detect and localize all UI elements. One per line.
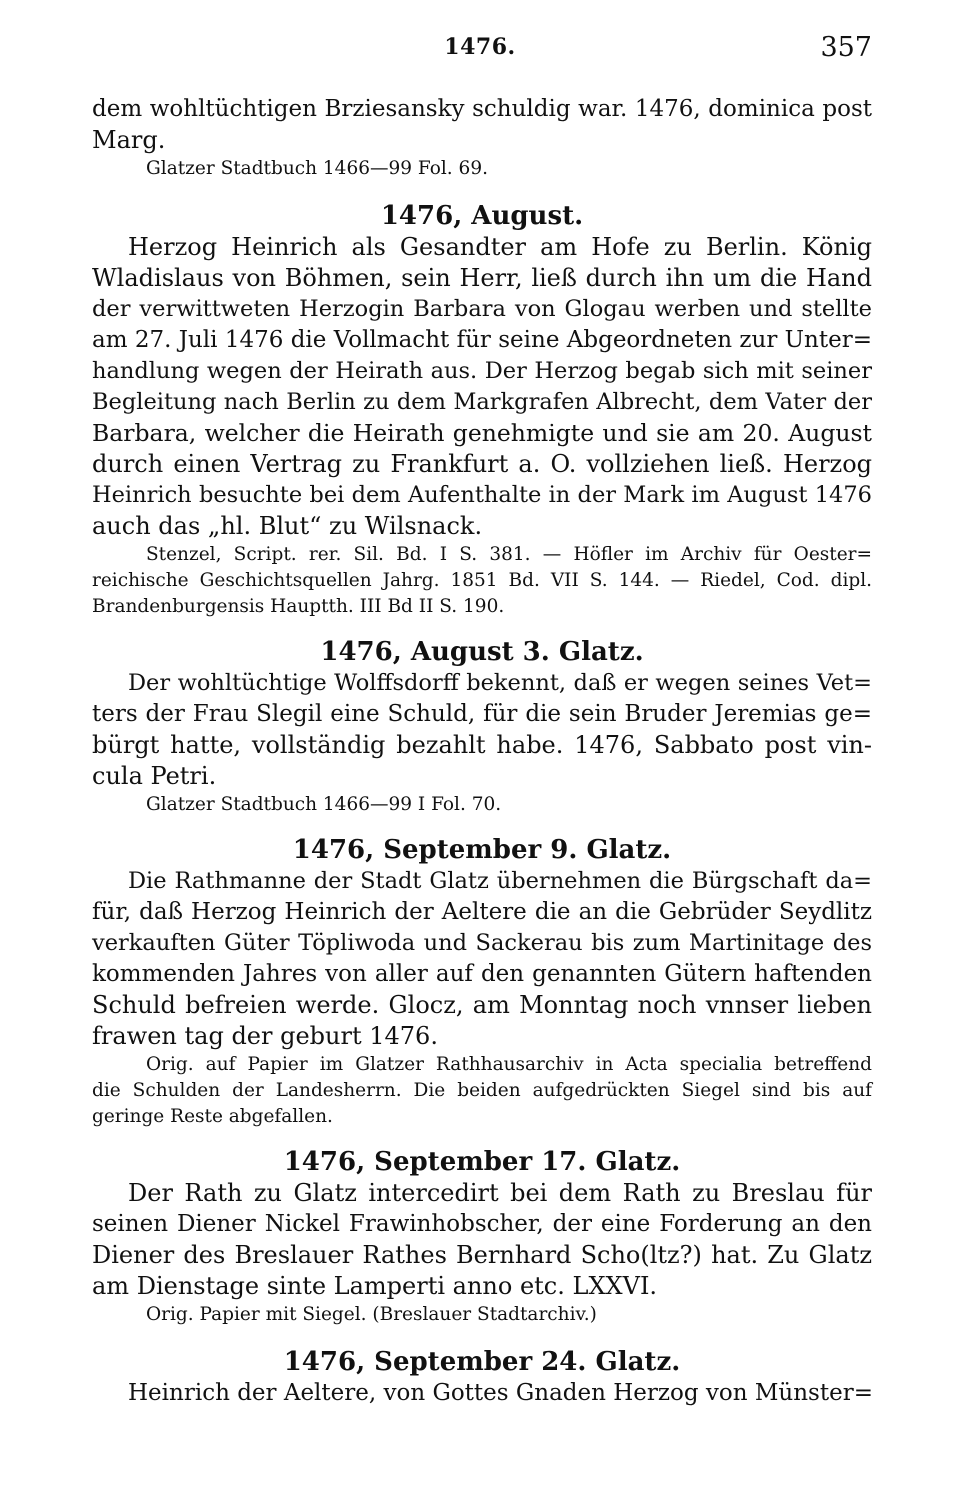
text-line: kommenden Jahres von aller auf den genannten Gütern haftenden — [92, 961, 872, 987]
text-line: Heinrich der Aeltere, von Gottes Gnaden Herzog von Münster= — [128, 1380, 873, 1406]
text-line: verkauften Güter Töpliwoda und Sackerau bis zum Martinitage des — [92, 930, 872, 956]
section-heading: 1476, August. — [380, 201, 584, 231]
text-line: Der wohltüchtige Wolffsdorff bekennt, daß er wegen seines Vet= — [128, 670, 872, 696]
text-line: Schuld befreien werde. Glocz, am Monntag noch vnnser lieben — [92, 991, 872, 1019]
text-line: Der Rath zu Glatz intercedirt bei dem Rath zu Breslau für — [128, 1179, 872, 1207]
section-heading: 1476, August 3. Glatz. — [320, 637, 644, 667]
section-heading: 1476, September 17. Glatz. — [283, 1147, 681, 1177]
text-line: für, daß Herzog Heinrich der Aeltere die an die Gebrüder Seydlitz — [92, 899, 872, 925]
running-header-year: 1476. — [444, 34, 516, 60]
source-note: Brandenburgensis Hauptth. III Bd II S. 190. — [92, 596, 505, 617]
text-line: Die Rathmanne der Stadt Glatz übernehmen die Bürgschaft da= — [128, 868, 872, 894]
text-line: frawen tag der geburt 1476. — [92, 1022, 438, 1050]
source-note: Stenzel, Script. rer. Sil. Bd. I S. 381. — Höfler im Archiv für Oester= — [146, 544, 872, 565]
source-note: reichische Geschichtsquellen Jahrg. 1851 Bd. VII S. 144. — Riedel, Cod. dipl. — [92, 570, 872, 591]
text-line: dem wohltüchtigen Brziesansky schuldig war. 1476, dominica post — [92, 96, 872, 122]
section-heading: 1476, September 9. Glatz. — [292, 835, 672, 865]
text-line: Marg. — [92, 126, 166, 154]
section-september-9 — [92, 834, 872, 1130]
section-continuation — [92, 94, 872, 182]
source-note: Glatzer Stadtbuch 1466—99 Fol. 69. — [146, 158, 488, 179]
page-number: 357 — [820, 32, 872, 63]
section-september-24 — [92, 1346, 872, 1409]
text-line: handlung wegen der Heirath aus. Der Herzog begab sich mit seiner — [92, 358, 872, 384]
text-line: Barbara, welcher die Heirath genehmigte und sie am 20. August — [92, 419, 872, 447]
text-line: auch das „hl. Blut“ zu Wilsnack. — [92, 512, 483, 540]
section-heading: 1476, September 24. Glatz. — [283, 1347, 681, 1377]
section-august-3 — [92, 636, 872, 818]
source-note: die Schulden der Landesherrn. Die beiden aufgedrückten Siegel sind bis auf — [92, 1080, 872, 1101]
text-line: am 27. Juli 1476 die Vollmacht für seine Abgeordneten zur Unter= — [92, 327, 872, 353]
text-line: Diener des Breslauer Rathes Bernhard Scho(ltz?) hat. Zu Glatz — [92, 1241, 872, 1269]
source-note: Orig. Papier mit Siegel. (Breslauer Stadtarchiv.) — [146, 1304, 597, 1325]
text-line: bürgt hatte, vollständig bezahlt habe. 1476, Sabbato post vin- — [92, 731, 872, 759]
text-line: Begleitung nach Berlin zu dem Markgrafen Albrecht, dem Vater der — [92, 389, 872, 415]
section-september-17 — [92, 1146, 872, 1328]
text-line: Heinrich besuchte bei dem Aufenthalte in der Mark im August 1476 — [92, 482, 872, 508]
page-body — [92, 94, 872, 1409]
text-line: seinen Diener Nickel Frawinhobscher, der eine Forderung an den — [92, 1211, 872, 1237]
text-line: Wladislaus von Böhmen, sein Herr, ließ durch ihn um die Hand — [92, 264, 872, 292]
text-line: ters der Frau Slegil eine Schuld, für die sein Bruder Jeremias ge= — [92, 701, 872, 727]
section-august — [92, 200, 872, 620]
text-line: der verwittweten Herzogin Barbara von Glogau werben und stellte — [92, 296, 872, 322]
text-line: Herzog Heinrich als Gesandter am Hofe zu Berlin. König — [128, 233, 872, 261]
source-note: geringe Reste abgefallen. — [92, 1106, 333, 1127]
text-line: cula Petri. — [92, 762, 217, 790]
source-note: Orig. auf Papier im Glatzer Rathhausarchiv in Acta specialia betreffend — [146, 1054, 872, 1075]
text-line: am Dienstage sinte Lamperti anno etc. LXXVI. — [92, 1272, 658, 1300]
text-line: durch einen Vertrag zu Frankfurt a. O. vollziehen ließ. Herzog — [92, 450, 872, 478]
source-note: Glatzer Stadtbuch 1466—99 I Fol. 70. — [146, 794, 502, 815]
